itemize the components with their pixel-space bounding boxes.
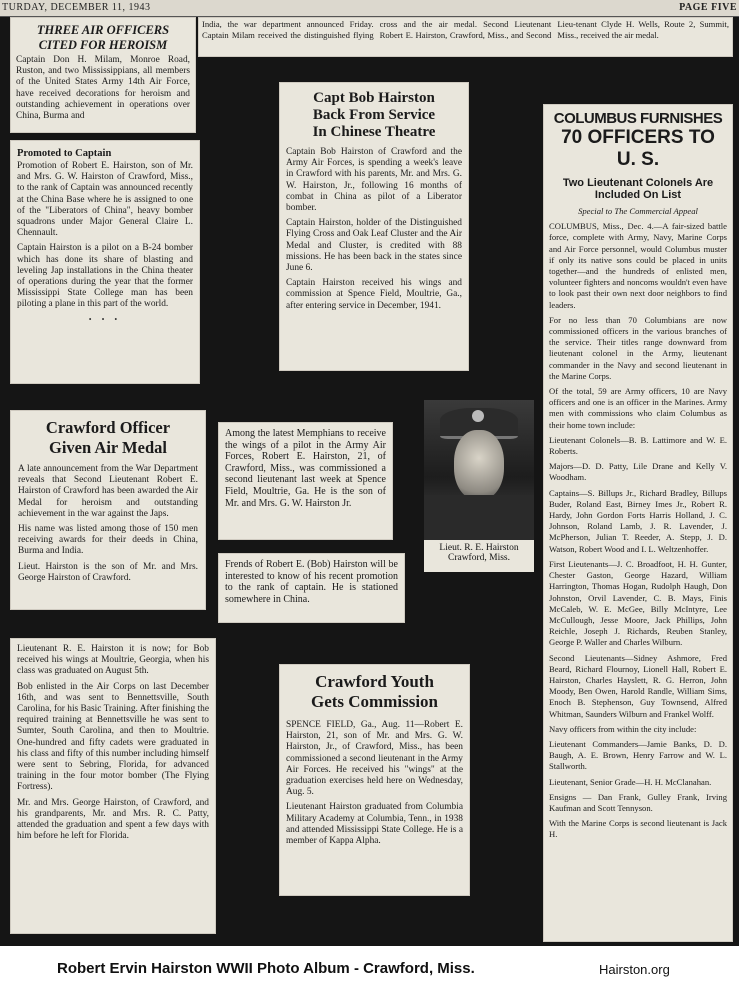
- clip-youth-title-1: Crawford Youth: [315, 672, 434, 691]
- clip-lieutenant: [10, 638, 216, 934]
- cap-badge-icon: [472, 410, 484, 422]
- clip-promoted-p2: Captain Hairston is a pilot on a B-24 bomber which has done its share of blasting and leveling Jap installations in the China theater of operations during the year that the former Mississippi State College man has been piloting a plane in this part of the world.: [17, 243, 193, 310]
- clip-columbus-p1: COLUMBUS, Miss., Dec. 4.—A fair-sized battle force, complete with Army, Navy, Marine Corps and Air Force personnel, would Columbus muster if only its native sons could be placed in units together—and the hundreds of enlisted men, volunteer fighters and noncoms wouldn't even have to look past their own next door neighbors to find leaders.: [549, 221, 727, 310]
- clip-columbus-sub-2: Included On List: [594, 189, 682, 201]
- clip-columbus-p2: For no less than 70 Columbians are now commissioned officers in the various branches of the service. Their titles range downward from lieutenant colonel in the Army, lieutenant commander in the Navy and second lieutenant in the Marine Corps.: [549, 314, 727, 381]
- clip-crawford-officer-title-1: Crawford Officer: [45, 418, 171, 437]
- clip-columbus-p11: Lieutenant, Senior Grade—H. H. McClanahan.: [549, 776, 712, 787]
- clip-three-officers: [10, 17, 196, 133]
- clip-columbus-p4: Lieutenant Colonels—B. B. Lattimore and W. E. Roberts.: [549, 434, 727, 457]
- album-title: Robert Ervin Hairston WWII Photo Album - Crawford, Miss.: [57, 960, 475, 977]
- clip-friends: [218, 553, 405, 623]
- clip-youth-p1: SPENCE FIELD, Ga., Aug. 11—Robert E. Hairston, 21, son of Mr. and Mrs. G. W. Hairston, Jr., of Crawford, Miss., has been commissioned a second lieutenant in the Army Air Forces. He received his "wings" at the graduation exercises held here on Wednesday, Aug. 5.: [286, 720, 463, 798]
- clip-three-officers-title-2: CITED FOR HEROISM: [38, 38, 168, 52]
- clip-promoted-heading: Promoted to Captain: [17, 148, 112, 159]
- photo-face: [454, 430, 504, 500]
- clip-columbus-title-2: 70 OFFICERS TO U. S.: [561, 127, 715, 170]
- clip-columbus-p10: Lieutenant Commanders—Jamie Banks, D. D. Baugh, A. E. Brown, Henry Farrow and W. L. Stallworth.: [549, 738, 727, 772]
- clip-columbus-p7: First Lieutenants—J. C. Broadfoot, H. H. Gunter, Chester Gaston, George Hazard, William Harrington, Thomas Hogan, Rudolph Haugh, Don Johnston, Orvil Lavender, C. B. Mays, Finis McCaleb, W. E. McGee, Billy McIntyre, Lee McCullough, Jesse Moore, Jack Phillips, John Reichle, Joseph J. Richards, Reuben Stanley, George P. Waller and Charles Wilburn.: [549, 558, 727, 648]
- clip-three-officers-body: Captain Don H. Milam, Monroe Road, Ruston, and two Mississippians, all members of the United States Army 14th Air Force, have received decorations for heroism and outstanding achievement in operations over China, Burma and: [16, 55, 190, 122]
- clip-columbus: [543, 104, 733, 942]
- clip-capt-bob-p1: Captain Bob Hairston of Crawford and the Army Air Forces, is spending a week's leave in Crawford with his parents, Mr. and Mrs. G. W. Hairston, Jr., following 16 months of combat in China as pilot of a Liberator bomber.: [286, 147, 462, 214]
- clip-capt-bob-p3: Captain Hairston received his wings and commission at Spence Field, Moultrie, Ga., after entering service in December, 1941.: [286, 278, 462, 311]
- clip-top-middle-text: India, the war department announced Friday. Captain Milam received the distinguished flying cross and the air medal. Second Lieutenant Robert E. Hairston, Crawford, Miss., and Second Lieu-tenant Clyde H. Wells, Route 2, Summit, Miss., received the air medal.: [202, 19, 729, 40]
- portrait-photo: [424, 400, 534, 540]
- clip-columbus-p6: Captains—S. Billups Jr., Richard Bradley, Billups Buder, Roland East, Birney Imes Jr., Robert R. Hardy, John Gordon Forts Harris Holland, J. C. Johnson, Roland Lamb, J. R. Lavender, J. McPherson, Julian T. Reeder, A. Stepp, J. D. Watson, Robert Wood and I. L. Weltzenhoffer.: [549, 487, 727, 554]
- clip-top-middle: [198, 17, 733, 57]
- clip-columbus-special: Special to The Commercial Appeal: [578, 206, 698, 216]
- clip-columbus-p3: Of the total, 59 are Army officers, 10 are Navy officers and one is an officer in the Marines. Army men with commissions who claim Columbus as their home town include:: [549, 386, 727, 430]
- clip-friends-text: Frends of Robert E. (Bob) Hairston will be interested to know of his recent promotion to the rank of captain. He is stationed somewhere in China.: [225, 559, 398, 605]
- clip-columbus-sub-1: Two Lieutenant Colonels Are: [562, 177, 714, 189]
- photo-caption-place: Crawford, Miss.: [447, 553, 510, 563]
- clip-crawford-officer-p1: A late announcement from the War Department reveals that Second Lieutenant Robert E. Hairston of Crawford has been awarded the Air Medal for heroism and outstanding achievement in the war against the Japs.: [18, 464, 198, 519]
- clip-lieutenant-p1: Lieutenant R. E. Hairston it is now; for Bob received his wings at Moultrie, Georgia, when his class was graduated on August 5th.: [17, 644, 209, 677]
- clip-crawford-officer: [10, 410, 206, 610]
- clip-promoted-p1: Promotion of Robert E. Hairston, son of Mr. and Mrs. G. W. Hairston of Crawford, Miss., to the rank of Captain was announced recently at the China Base where he is assigned to one of the "Liberators of China", heavy bomber squadrons under Major General Claire L. Chennault.: [17, 161, 193, 239]
- clip-crawford-officer-title-2: Given Air Medal: [49, 438, 167, 457]
- newspaper-date: TURDAY, DECEMBER 11, 1943: [2, 2, 151, 13]
- clip-lieutenant-p2: Bob enlisted in the Air Corps on last December 16th, and was sent to Bennettsville, South Carolina, for his Basic Training. After finishing the required training at Bennettsville he was sent to Sumter, South Carolina, and then to Moultrie. One-hundred and fifty cadets were graduated in his class and fifty of this number including himself were sent to Sebring, Florida, for advanced training in the four motor bomber (The Flying Fortress).: [17, 681, 209, 793]
- clip-capt-bob-p2: Captain Hairston, holder of the Distinguished Flying Cross and Oak Leaf Cluster and the Air Medal and Cluster, is credited with 88 missions. He has been back in the states since June 6.: [286, 218, 462, 274]
- clip-crawford-youth: [279, 664, 470, 896]
- clip-columbus-title-1: COLUMBUS FURNISHES: [553, 110, 723, 127]
- clip-lieutenant-p3: Mr. and Mrs. George Hairston, of Crawford, and his grandparents, Mr. and Mrs. R. C. Patty, attended the graduation and spent a few days with him before he left for Florida.: [17, 797, 209, 842]
- clip-capt-bob-title-2: Back From Service: [312, 107, 436, 123]
- clip-columbus-p13: With the Marine Corps is second lieutenant is Jack H.: [549, 818, 727, 840]
- clip-promoted-sep: • • •: [88, 314, 122, 324]
- site-name: Hairston.org: [599, 962, 670, 977]
- clip-memphians-text: Among the latest Memphians to receive the wings of a pilot in the Army Air Forces, Robert E. Hairston, 21, of Crawford, Miss., was commissioned a second lieutenant last week at Spence Field, Moultrie, Ga. He is the son of Mr. and Mrs. G. W. Hairston Jr.: [225, 428, 386, 509]
- photo-coat: [424, 495, 534, 540]
- clip-promoted-captain: [10, 140, 200, 384]
- clip-columbus-p9: Navy officers from within the city include:: [549, 723, 697, 734]
- clip-three-officers-title-1: THREE AIR OFFICERS: [36, 23, 170, 37]
- clip-columbus-p8: Second Lieutenants—Sidney Ashmore, Fred Beard, Richard Flournoy, Lionell Hall, Robert E. Hairston, Charles Hayslett, R. G. Herron, John Moody, Ben Owen, Harold Randle, William Sims, Enoch B. Stephenson, Guy Townsend, Alfred Whitman, Saunders Wilburn and Frankel Wolff.: [549, 652, 727, 719]
- clip-columbus-p12: Ensigns — Dan Frank, Gulley Frank, Irving Kaufman and Scott Tennyson.: [549, 791, 727, 813]
- clip-memphians: [218, 422, 393, 540]
- clip-capt-bob-title-1: Capt Bob Hairston: [313, 90, 435, 106]
- clip-capt-bob-title-3: In Chinese Theatre: [312, 124, 436, 140]
- clip-youth-p2: Lieutenant Hairston graduated from Columbia Military Academy at Columbia, Tenn., in 1938 and attended Mississippi State College. He is a member of Kappa Alpha.: [286, 802, 463, 847]
- clip-columbus-p5: Majors—D. D. Patty, Lile Drane and Kelly V. Woodham.: [549, 461, 727, 483]
- newspaper-header: [0, 0, 739, 17]
- newspaper-page: PAGE FIVE: [679, 2, 737, 13]
- clip-crawford-officer-p3: Lieut. Hairston is the son of Mr. and Mrs. George Hairston of Crawford.: [18, 561, 198, 583]
- photo-caption: [424, 540, 534, 572]
- album-caption-bar: [0, 946, 739, 990]
- clip-capt-bob: [279, 82, 469, 371]
- clip-youth-title-2: Gets Commission: [310, 692, 439, 711]
- photo-caption-name: Lieut. R. E. Hairston: [439, 543, 519, 553]
- clip-crawford-officer-p2: His name was listed among those of 150 men receiving awards for their deeds in China, Burma and India.: [18, 524, 198, 557]
